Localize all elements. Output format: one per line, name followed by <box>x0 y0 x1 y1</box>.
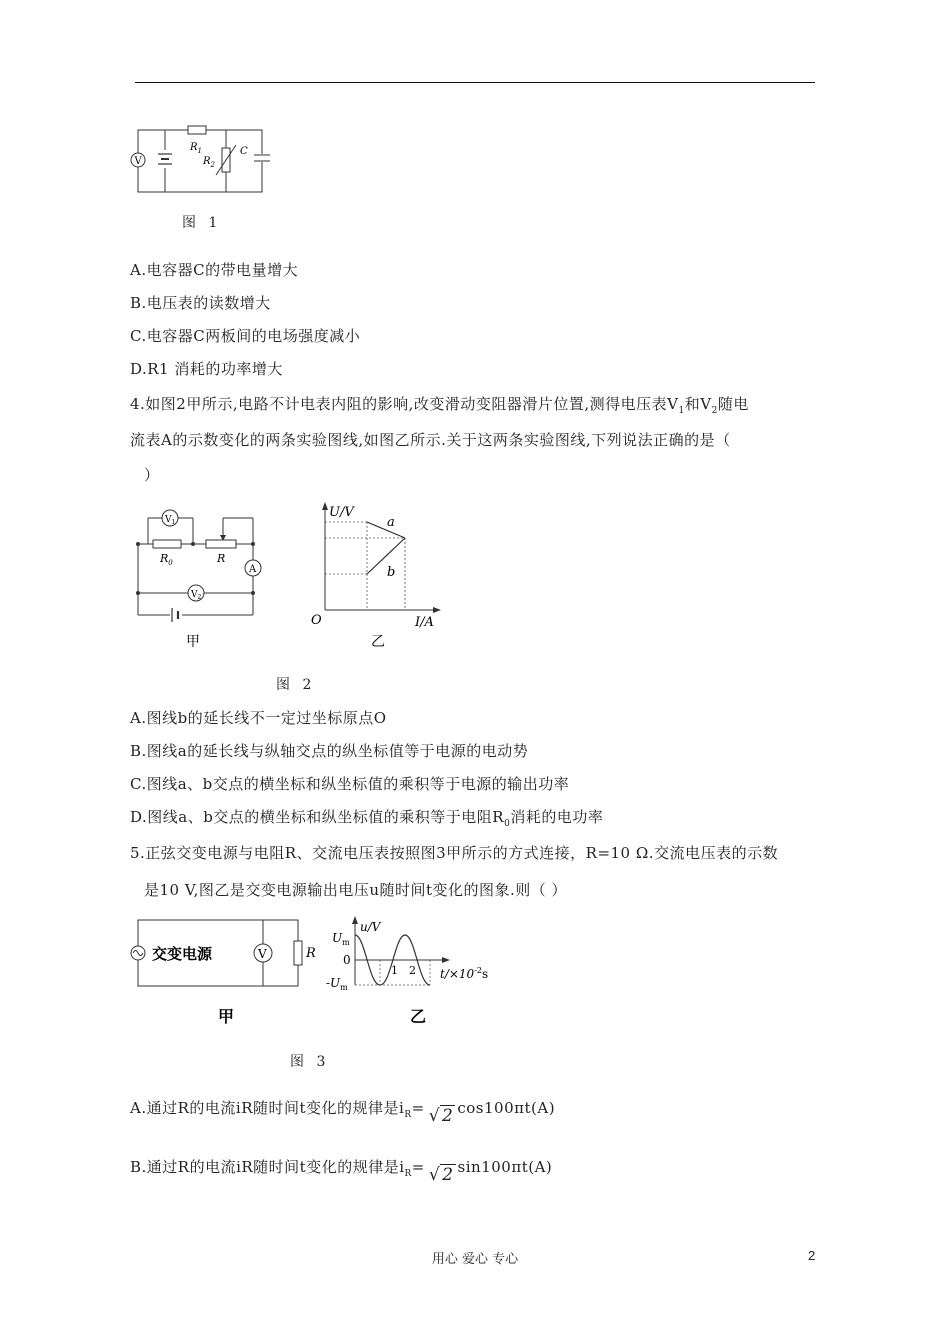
fig1-r2-label: R <box>203 156 211 167</box>
sqrt-symbol: √ 2 <box>428 1165 454 1185</box>
svg-text:R1: $R_1$ <box>190 142 202 155</box>
svg-text:-Um: $-U_m$ <box>326 976 348 992</box>
fig2-v2-label: V <box>191 590 198 600</box>
svg-text:R0: $R_0$ <box>160 552 173 567</box>
fig2-x-axis-label: I/A <box>415 615 434 630</box>
fig2-line-b-label: b <box>387 565 396 580</box>
q4-stem-line2: 流表A的示数变化的两条实验图线,如图乙所示.关于这两条实验图线,下列说法正确的是（ <box>130 431 731 449</box>
fig3-yi-label: 乙 <box>410 1007 427 1026</box>
q4-option-c: C.图线a、b交点的横坐标和纵坐标值的乘积等于电源的输出功率 <box>130 775 570 793</box>
fig1-caption: 图 1 <box>182 215 222 231</box>
fig3-jia-label: 甲 <box>218 1007 235 1026</box>
svg-text:V1: $V_1$ <box>165 515 176 526</box>
q4-option-b: B.图线a的延长线与纵轴交点的纵坐标值等于电源的电动势 <box>130 742 529 760</box>
fig3-x-axis-label: t/×10 <box>440 967 475 981</box>
fig1-circuit-diagram <box>128 120 278 200</box>
fig2-r-label: R <box>217 552 226 565</box>
fig3-r-label: R <box>306 946 316 961</box>
sqrt-symbol: √ 2 <box>428 1106 454 1126</box>
q3-option-b: B.电压表的读数增大 <box>130 294 271 312</box>
fig3-caption: 图 3 <box>290 1054 330 1070</box>
fig3-yi-graph <box>322 915 492 1030</box>
fig2-r0-label: R <box>160 552 169 565</box>
fig2-ammeter-label: A <box>249 564 257 575</box>
fig3-um-label: U <box>332 931 343 945</box>
svg-text:R2: $R_2$ <box>203 156 215 169</box>
fig2-yi-label: 乙 <box>371 634 385 650</box>
fig2-jia-circuit <box>128 500 268 650</box>
q3-option-c: C.电容器C两板间的电场强度减小 <box>130 327 361 345</box>
header-rule <box>135 82 815 83</box>
fig3-voltmeter-label: V <box>258 947 267 961</box>
fig2-origin-label: O <box>311 613 322 628</box>
q4-option-d: D.图线a、b交点的横坐标和纵坐标值的乘积等于电阻$R_0$消耗的电功率 <box>130 808 604 829</box>
q5-stem-line1: 5.正弦交变电源与电阻R、交流电压表按照图3甲所示的方式连接，R=10 Ω.交流电压表的示数 <box>130 844 779 862</box>
fig1-r1-label: R <box>190 142 198 153</box>
fig3-zero-label: 0 <box>343 953 351 967</box>
fig3-y-axis-label: u/V <box>360 920 381 934</box>
q4-stem-line1: 4.如图2甲所示,电路不计电表内阻的影响,改变滑动变阻器滑片位置,测得电压表$V_1$和$V_2$随电 <box>130 395 749 416</box>
fig3-t2-label: 2 <box>409 964 416 977</box>
svg-text:Um: $U_m$ <box>332 931 350 947</box>
page-number: 2 <box>808 1248 816 1263</box>
q4-stem-line3: ） <box>144 466 160 484</box>
fig3-t1-label: 1 <box>391 964 398 977</box>
fig3-source-label: 交变电源 <box>152 945 213 963</box>
fig1-voltmeter-label: V <box>134 156 142 167</box>
fig3-jia-circuit <box>128 915 316 1030</box>
fig3-neg-um-label: -U <box>326 976 341 990</box>
svg-text:t/×10-2s: $t/\times 10^{-2}s$ <box>440 966 489 981</box>
q5-stem-line2: 是10 V,图乙是交变电源输出电压u随时间t变化的图象.则（ ） <box>144 881 568 899</box>
q4-option-a: A.图线b的延长线不一定过坐标原点O <box>130 709 387 727</box>
fig2-caption: 图 2 <box>276 677 316 693</box>
fig2-y-axis-label: U/V <box>329 505 354 520</box>
fig2-v1-label: V <box>165 515 172 525</box>
q3-option-d: D.R1 消耗的功率增大 <box>130 360 283 378</box>
q3-option-a: A.电容器C的带电量增大 <box>130 261 299 279</box>
fig2-line-a-label: a <box>387 515 395 530</box>
footer-motto: 用心 爱心 专心 <box>431 1252 519 1267</box>
svg-text:V2: $V_2$ <box>191 590 202 601</box>
fig2-jia-label: 甲 <box>186 634 200 650</box>
fig1-c-label: C <box>240 146 248 157</box>
q5-option-b: B.通过R的电流iR随时间t变化的规律是$i_R=$ √ 2 sin100πt(A) <box>130 1158 553 1185</box>
q5-option-a: A.通过R的电流iR随时间t变化的规律是$i_R=$ √ 2 cos100πt(A) <box>130 1099 556 1126</box>
fig2-yi-graph <box>305 502 450 652</box>
